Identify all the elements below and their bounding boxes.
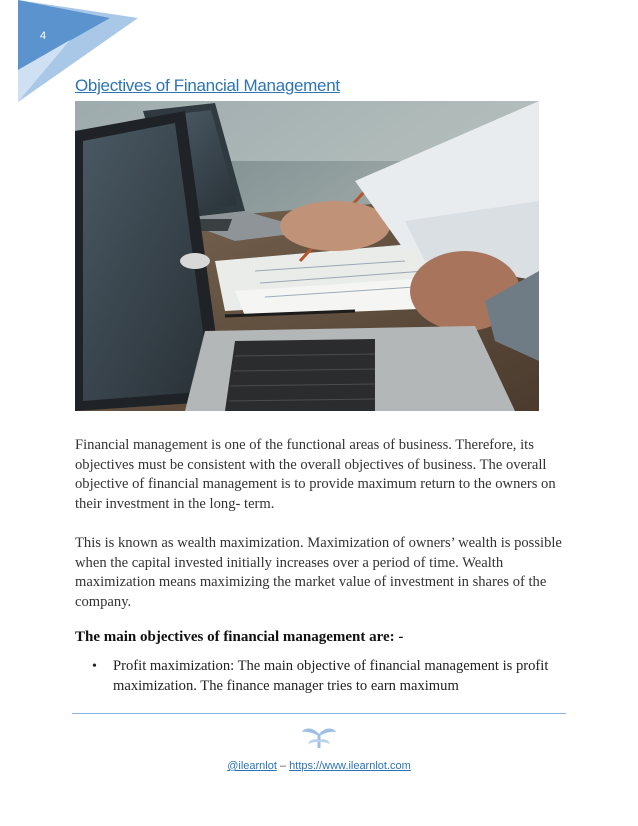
bullet-icon: • [92, 659, 97, 674]
footer [0, 760, 638, 772]
ilearnlot-logo-icon [300, 722, 338, 750]
footer-website-link[interactable]: https://www.ilearnlot.com [289, 760, 411, 772]
page-title: Objectives of Financial Management [75, 76, 340, 95]
intro-paragraph: Financial management is one of the functional areas of business. Therefore, its objectives must be consistent with the overall objectives of business. The overall objective of financial management is to provide maximum return to the owners on their investment in the long- term. [75, 437, 556, 512]
laptops-and-documents-photo [75, 101, 539, 411]
wealth-maximization-paragraph: This is known as wealth maximization. Maximization of owners’ wealth is possible when the capital invested initially increases over a period of time. Wealth maximization means maximizing the market value of investment in shares of the company. [75, 535, 562, 610]
list-item [92, 657, 562, 696]
footer-divider [72, 713, 566, 714]
objectives-subheading: The main objectives of financial management are: - [75, 629, 404, 645]
list-item-text: Profit maximization: The main objective of financial management is profit maximization. The finance manager tries to earn maximum [113, 658, 549, 694]
page-number: 4 [40, 30, 47, 42]
footer-separator: – [276, 760, 290, 772]
footer-handle-link[interactable]: @ilearnlot [227, 760, 277, 772]
objectives-list [92, 657, 562, 696]
